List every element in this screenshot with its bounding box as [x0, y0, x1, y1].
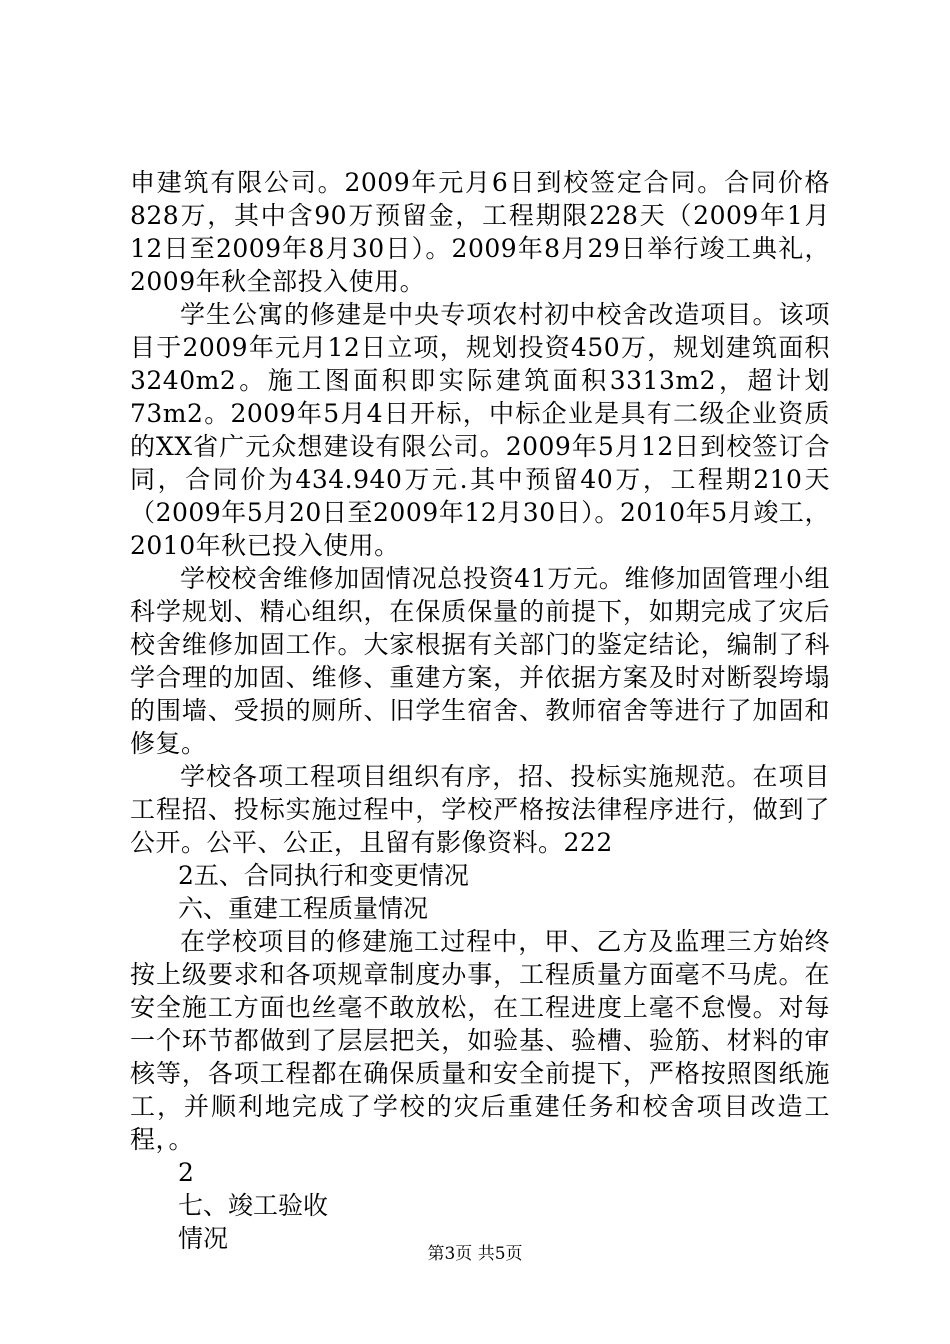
paragraph-contract-signing: 申建筑有限公司。2009年元月6日到校签定合同。合同价格828万，其中含90万预留金，工程期限228天（2009年1月12日至2009年8月30日）。2009年8月29日举行竣工典礼，2009年秋全部投入使用。: [130, 168, 830, 296]
heading-acceptance-continued: 情况: [178, 1224, 229, 1253]
heading-quality: 六、重建工程质量情况: [178, 894, 429, 923]
heading-acceptance: 七、竣工验收: [178, 1191, 329, 1220]
heading-contract-execution: 2五、合同执行和变更情况: [178, 861, 469, 890]
paragraph-quality: 在学校项目的修建施工过程中，甲、乙方及监理三方始终按上级要求和各项规章制度办事，工程质量方面毫不马虎。在安全施工方面也丝毫不敢放松，在工程进度上毫不怠慢。对每一个环节都做到了层层把关，如验基、验槽、验筋、材料的审核等，各项工程都在确保质量和安全前提下，严格按照图纸施工，并顺利地完成了学校的灾后重建任务和校舍项目改造工程，。: [130, 927, 830, 1154]
stray-number: 2: [178, 1158, 194, 1187]
paragraph-repair-reinforcement: 学校校舍维修加固情况总投资41万元。维修加固管理小组科学规划、精心组织，在保质保量的前提下，如期完成了灾后校舍维修加固工作。大家根据有关部门的鉴定结论，编制了科学合理的加固、维修、重建方案，并依据方案及时对断裂垮塌的围墙、受损的厕所、旧学生宿舍、教师宿舍等进行了加固和修复。: [130, 564, 830, 758]
page-footer: 第3页 共5页: [427, 1244, 523, 1264]
paragraph-bidding: 学校各项工程项目组织有序，招、投标实施规范。在项目工程招、投标实施过程中，学校严格按法律程序进行，做到了公开。公平、公正，且留有影像资料。222: [130, 762, 830, 857]
document-body: [130, 166, 830, 1255]
paragraph-student-apartment: 学生公寓的修建是中央专项农村初中校舍改造项目。该项目于2009年元月12日立项，规划投资450万，规划建筑面积3240m2。施工图面积即实际建筑面积3313m2，超计划73m2。2009年5月4日开标，中标企业是具有二级企业资质的XX省广元众想建设有限公司。2009年5月12日到校签订合同，合同价为434.940万元.其中预留40万，工程期210天（2009年5月20日至2009年12月30日）。2010年5月竣工，2010年秋已投入使用。: [130, 300, 830, 560]
